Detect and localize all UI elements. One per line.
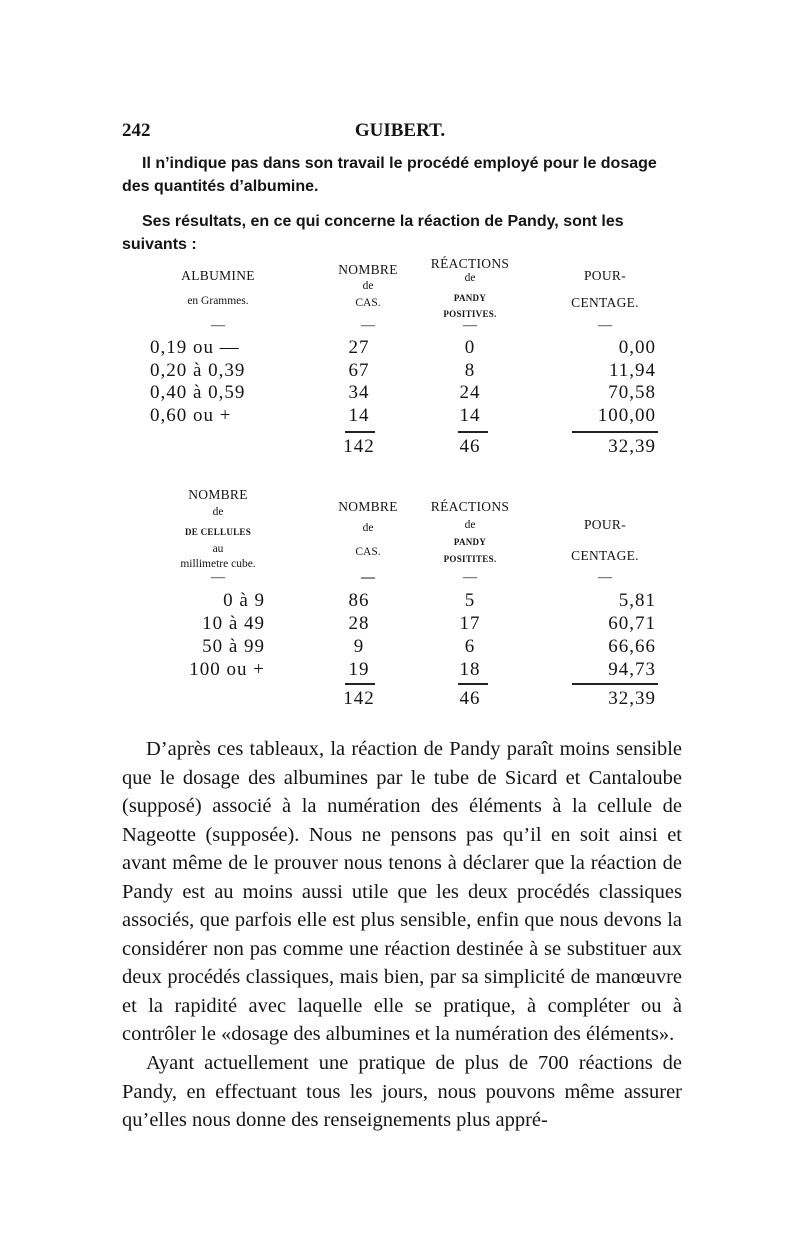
header-dash: —	[361, 570, 375, 585]
col-header-de: de	[362, 280, 374, 292]
table-cell: 50 à 99	[202, 636, 265, 657]
col-header-de: de	[212, 506, 224, 518]
header-dash: —	[361, 318, 375, 333]
col-header-positives: POSITITES.	[443, 554, 497, 564]
table-cell: 11,94	[608, 360, 656, 381]
col-header-nombre: NOMBRE	[338, 499, 398, 514]
table-cell: 18	[459, 659, 481, 680]
header-dash: —	[598, 570, 612, 585]
table-cell: 67	[348, 360, 370, 381]
table-cell: 0 à 9	[223, 590, 265, 611]
sum-rule	[345, 683, 375, 685]
col-header-centage: CENTAGE.	[571, 295, 639, 310]
col-header-de: de	[464, 272, 476, 284]
col-header-cellules: DE CELLULES	[184, 527, 252, 537]
sum-rule	[345, 431, 375, 433]
col-header-pour: POUR-	[583, 268, 626, 283]
table-cell: 60,71	[608, 613, 656, 634]
header-dash: —	[463, 318, 477, 333]
col-header-pour: POUR-	[583, 517, 626, 532]
table-cell: 14	[459, 405, 481, 426]
sum-rule	[458, 683, 488, 685]
table-cell: 0	[464, 337, 476, 358]
table-cell: 8	[464, 360, 476, 381]
header-dash: —	[211, 318, 225, 333]
table-cell: 70,58	[608, 382, 656, 403]
table-cell: 0,00	[618, 337, 656, 358]
table-cell: 10 à 49	[202, 613, 265, 634]
total-pourcentage: 32,39	[608, 436, 656, 457]
table-cell: 28	[348, 613, 370, 634]
body-paragraph: Ayant actuellement une pratique de plus de 700 réactions de Pandy, en effectuant tous les jours, nous pouvons même assurer qu’elles nous donne des renseignements plus appré-	[122, 1052, 682, 1131]
col-header-centage: CENTAGE.	[571, 548, 639, 563]
table-cell: 100,00	[597, 405, 656, 426]
sum-rule	[572, 431, 658, 433]
col-header-de: de	[464, 519, 476, 531]
table-cell: 0,20 à 0,39	[150, 360, 246, 381]
table-cell: 17	[459, 613, 481, 634]
col-header-grammes: en Grammes.	[187, 295, 249, 307]
total-positives: 46	[459, 688, 481, 709]
total-positives: 46	[459, 436, 481, 457]
col-header-nombre: NOMBRE	[338, 262, 398, 277]
total-cas: 142	[343, 436, 375, 457]
body-paragraph: D’après ces tableaux, la réaction de Pandy paraît moins sensible que le dosage des albumines par le tube de Sicard et Cantaloube (supposé) associé à la numération des éléments à la cellule de Nageotte (supposée). Nous ne pensons pas qu’il en soit ainsi et avant même de le prouver nous tenons à déclarer que la réaction de Pandy est au moins aussi utile que les deux procédés classiques associés, que parfois elle est plus sensible, enfin que nous devons la considérer non pas comme une réaction destinée à se substituer aux deux procédés classiques, mais bien, par sa simplicité de manœuvre et la rapidité avec laquelle elle se pratique, à compléter ou à contrôler le «dosage des albumines et la numération des éléments».	[122, 738, 682, 1045]
table-cell: 66,66	[608, 636, 656, 657]
table-cell: 94,73	[608, 659, 656, 680]
sum-rule	[572, 683, 658, 685]
col-header-cas: CAS.	[355, 297, 381, 309]
table-cell: 0,60 ou +	[150, 405, 232, 426]
table-cell: 5	[464, 590, 476, 611]
col-header-au: au	[212, 543, 224, 555]
col-header-positives: POSITIVES.	[443, 309, 497, 319]
intro-results-line: Ses résultats, en ce qui concerne la réaction de Pandy, sont les suivants :	[122, 213, 624, 253]
table-cell: 6	[464, 636, 476, 657]
table-cell: 0,40 à 0,59	[150, 382, 246, 403]
table-cell: 9	[353, 636, 365, 657]
col-header-de: de	[362, 522, 374, 534]
total-pourcentage: 32,39	[608, 688, 656, 709]
running-title: GUIBERT.	[354, 120, 446, 141]
table-cell: 100 ou +	[189, 659, 265, 680]
col-header-reactions: RÉACTIONS	[430, 256, 510, 271]
col-header-albumine: ALBUMINE	[181, 268, 255, 283]
header-dash: —	[598, 318, 612, 333]
table-cell: 19	[348, 659, 370, 680]
table-cell: 34	[348, 382, 370, 403]
col-header-pandy: PANDY	[453, 293, 487, 303]
col-header-cas: CAS.	[355, 546, 381, 558]
table-cell: 0,19 ou —	[150, 337, 240, 358]
table-cell: 27	[348, 337, 370, 358]
intro-paragraph: Il n’indique pas dans son travail le procédé employé pour le dosage des quantités d’albumine.	[122, 155, 657, 195]
table-cell: 14	[348, 405, 370, 426]
total-cas: 142	[343, 688, 375, 709]
table-cell: 5,81	[618, 590, 656, 611]
table-cell: 86	[348, 590, 370, 611]
header-dash: —	[463, 570, 477, 585]
col-header-nombre: NOMBRE	[188, 487, 248, 502]
col-header-millimetre: millimetre cube.	[180, 558, 256, 570]
table-cell: 24	[459, 382, 481, 403]
header-dash: —	[211, 570, 225, 585]
col-header-pandy: PANDY	[453, 537, 487, 547]
sum-rule	[458, 431, 488, 433]
page-number: 242	[122, 120, 151, 141]
col-header-reactions: RÉACTIONS	[430, 499, 510, 514]
